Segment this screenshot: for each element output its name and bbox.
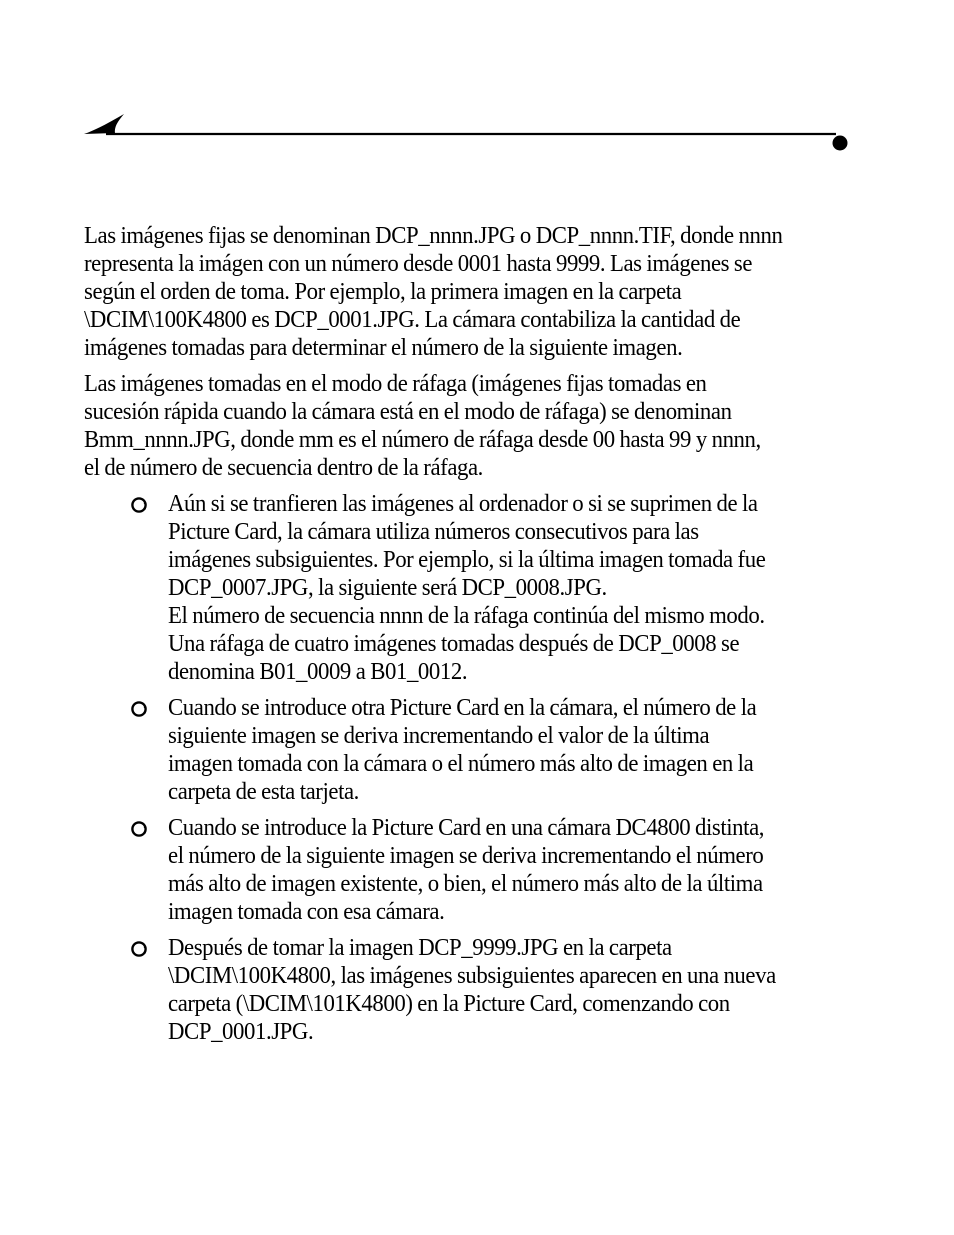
text-line: imágenes subsiguientes. Por ejemplo, si la última imagen tomada fue [168, 546, 766, 573]
bullet-text [168, 814, 844, 926]
bullet-text [168, 694, 844, 806]
bullet-text [168, 490, 844, 686]
text-line: el de número de secuencia dentro de la ráfaga. [84, 454, 483, 481]
text-line: Las imágenes tomadas en el modo de ráfaga (imágenes fijas tomadas en [84, 370, 707, 397]
text-line: DCP_0007.JPG, la siguiente será DCP_0008.JPG. [168, 574, 607, 601]
text-line: Cuando se introduce otra Picture Card en la cámara, el número de la [168, 694, 757, 721]
text-line: imagen tomada con esa cámara. [168, 898, 445, 925]
text-line: según el orden de toma. Por ejemplo, la primera imagen en la carpeta [84, 278, 682, 305]
bullet-item-2 [84, 694, 844, 806]
text-line: Las imágenes fijas se denominan DCP_nnnn.JPG o DCP_nnnn.TIF, donde nnnn [84, 222, 783, 249]
text-line: DCP_0001.JPG. [168, 1018, 314, 1045]
text-line: Bmm_nnnn.JPG, donde mm es el número de ráfaga desde 00 hasta 99 y nnnn, [84, 426, 761, 453]
bullet-item-3 [84, 814, 844, 926]
hollow-circle-bullet-icon [130, 940, 148, 958]
hollow-circle-bullet-icon [130, 700, 148, 718]
text-line: Cuando se introduce la Picture Card en una cámara DC4800 distinta, [168, 814, 765, 841]
text-line: el número de la siguiente imagen se deriva incrementando el número [168, 842, 764, 869]
text-line: sucesión rápida cuando la cámara está en el modo de ráfaga) se denominan [84, 398, 732, 425]
bullet-list [84, 490, 844, 1046]
hollow-circle-bullet-icon [130, 496, 148, 514]
text-line: Picture Card, la cámara utiliza números consecutivos para las [168, 518, 699, 545]
intro-paragraph-1 [84, 222, 844, 362]
text-line: siguiente imagen se deriva incrementando el valor de la última [168, 722, 710, 749]
text-line: carpeta de esta tarjeta. [168, 778, 359, 805]
text-line: carpeta (\DCIM\101K4800) en la Picture Card, comenzando con [168, 990, 730, 1017]
bullet-item-4 [84, 934, 844, 1046]
text-line: \DCIM\100K4800 es DCP_0001.JPG. La cámara contabiliza la cantidad de [84, 306, 741, 333]
text-line: Una ráfaga de cuatro imágenes tomadas después de DCP_0008 se [168, 630, 740, 657]
text-line: denomina B01_0009 a B01_0012. [168, 658, 468, 685]
text-line: representa la imágen con un número desde 0001 hasta 9999. Las imágenes se [84, 250, 753, 277]
bullet-item-1 [84, 490, 844, 686]
text-line: Aún si se tranfieren las imágenes al ordenador o si se suprimen de la [168, 490, 758, 517]
bullet-text [168, 934, 844, 1046]
text-line: Después de tomar la imagen DCP_9999.JPG en la carpeta [168, 934, 672, 961]
text-line: El número de secuencia nnnn de la ráfaga continúa del mismo modo. [168, 602, 765, 629]
text-line: más alto de imagen existente, o bien, el número más alto de la última [168, 870, 763, 897]
intro-paragraph-2 [84, 370, 844, 482]
text-line: imágenes tomadas para determinar el número de la siguiente imagen. [84, 334, 683, 361]
page-content [84, 222, 844, 1054]
text-line: \DCIM\100K4800, las imágenes subsiguientes aparecen en una nueva [168, 962, 776, 989]
text-line: imagen tomada con la cámara o el número más alto de imagen en la [168, 750, 754, 777]
header-rule [84, 112, 854, 152]
hollow-circle-bullet-icon [130, 820, 148, 838]
